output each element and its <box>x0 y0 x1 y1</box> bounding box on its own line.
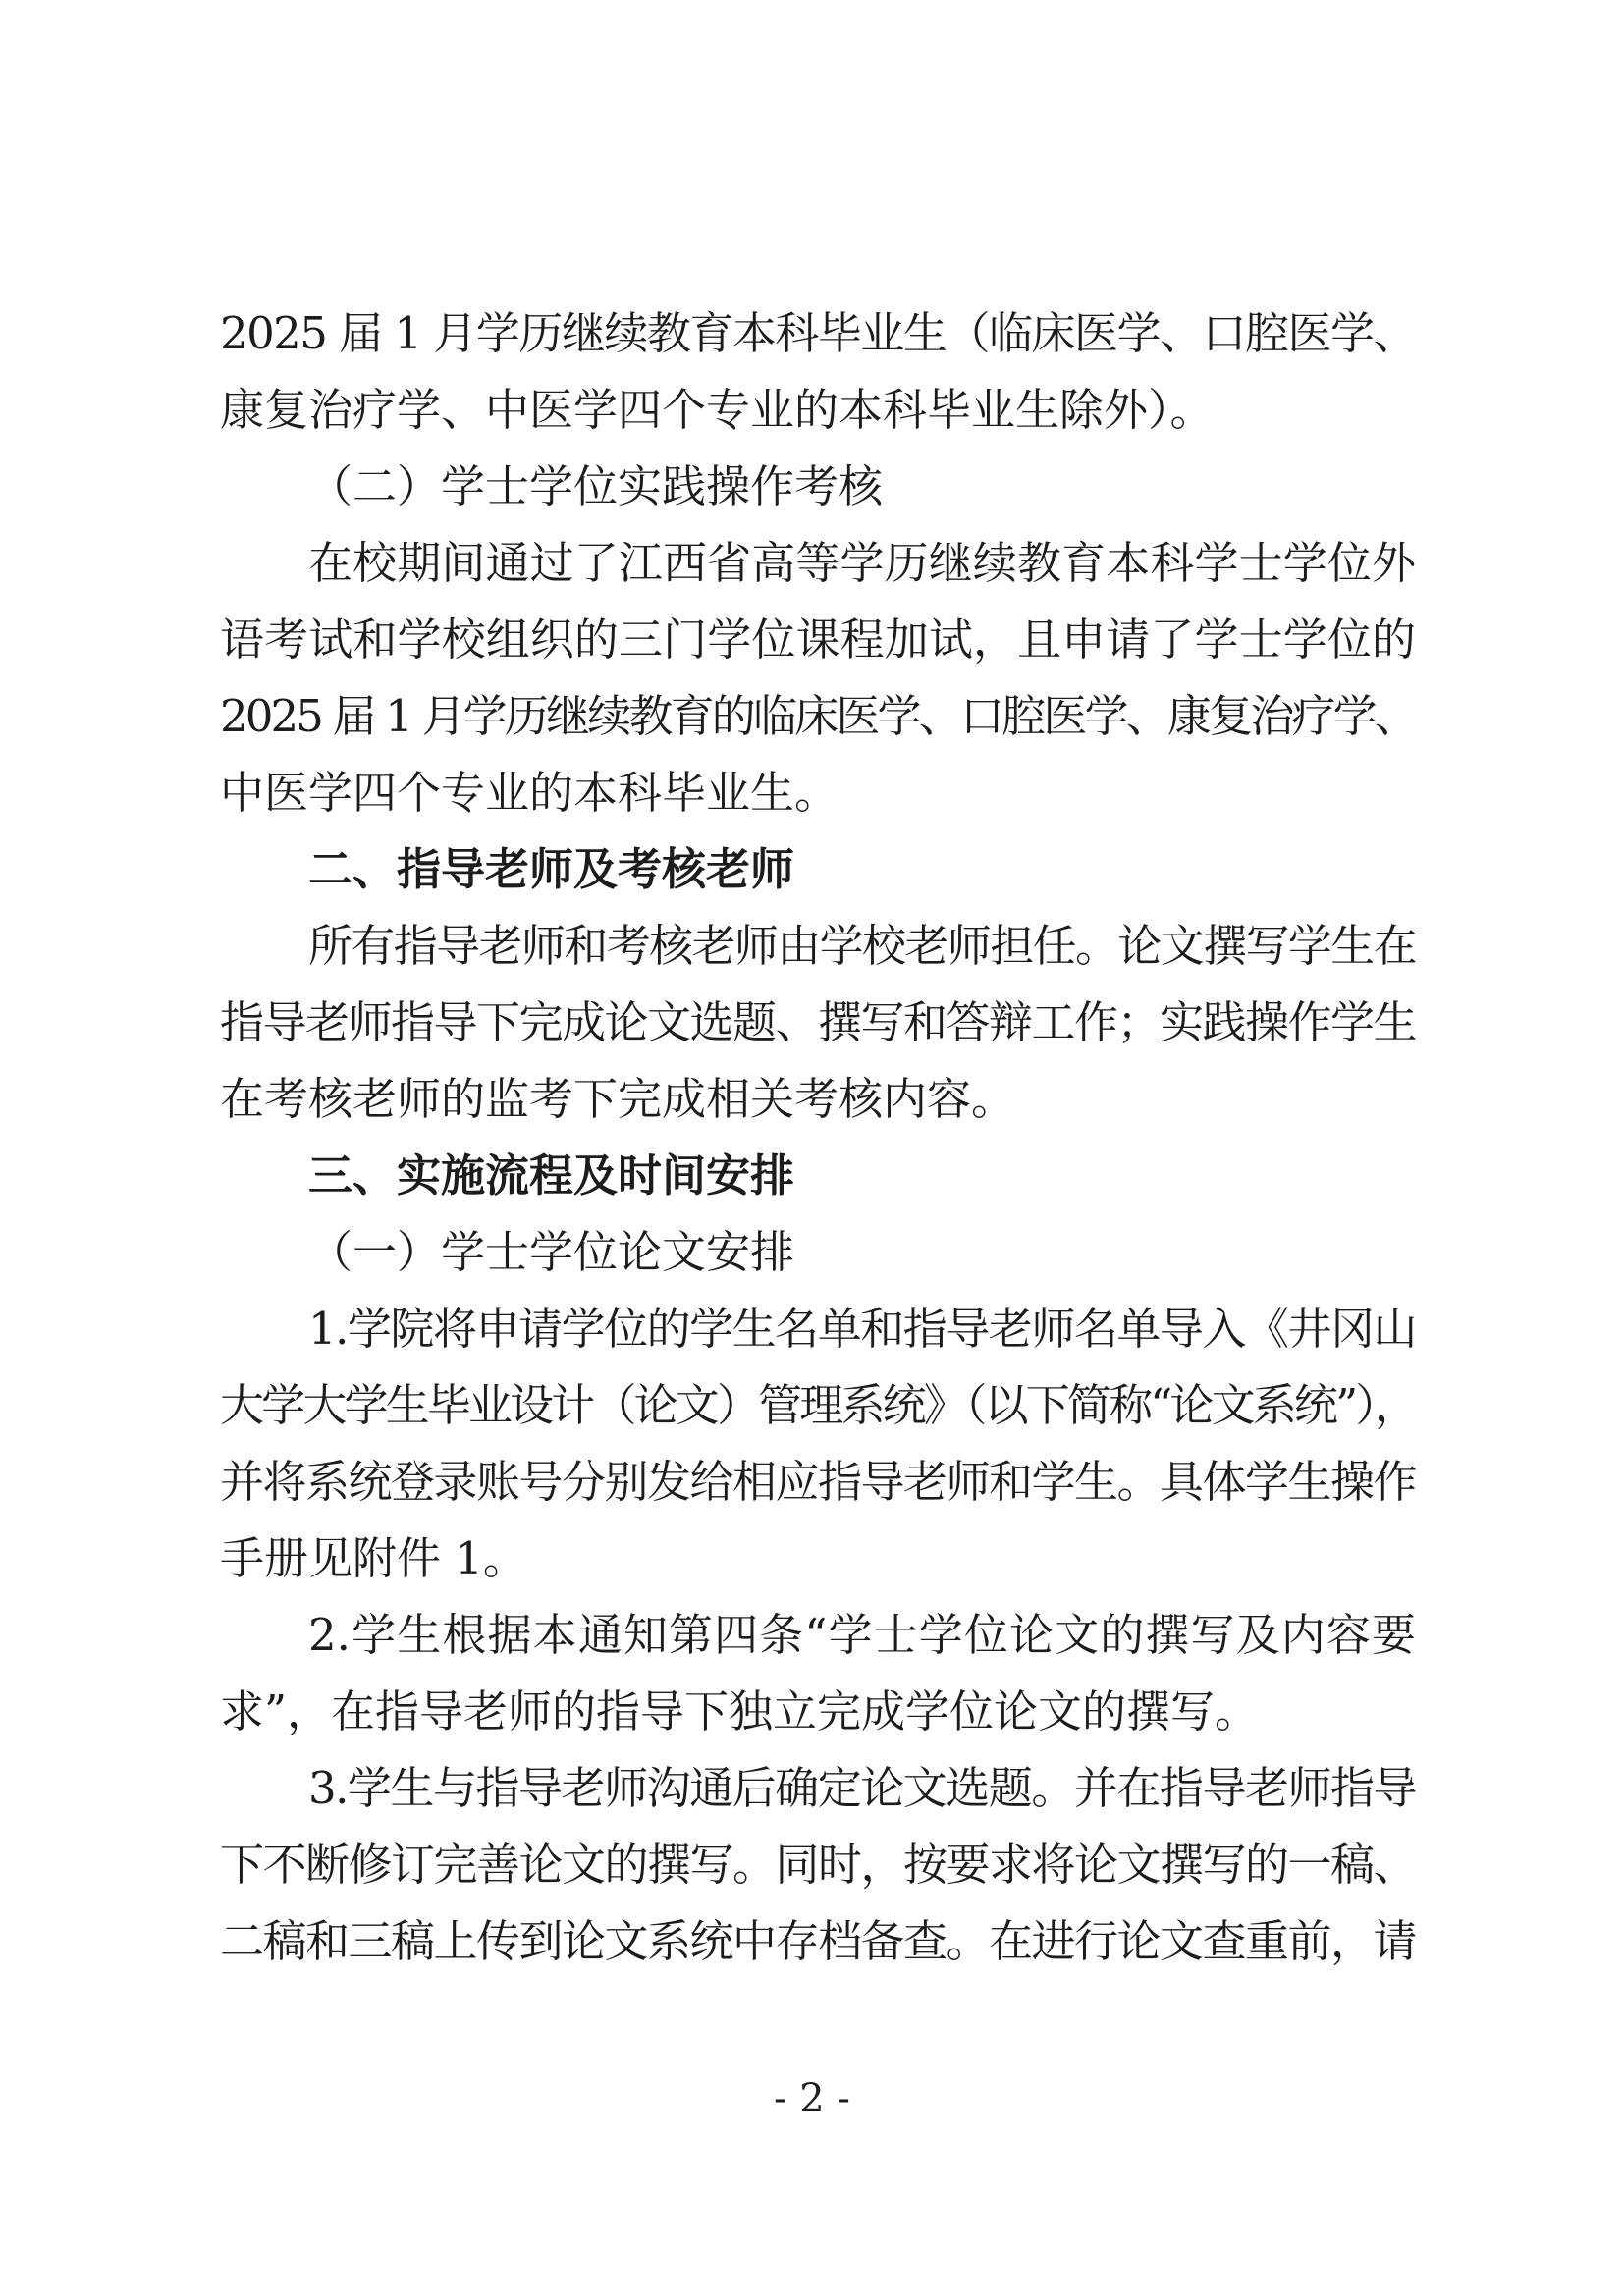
body-line: 大学大学生毕业设计（论文）管理系统》（以下简称“论文系统”）， <box>220 1379 1416 1431</box>
paragraph-eligibility-continued <box>220 295 1416 449</box>
body-line: 所有指导老师和考核老师由学校老师担任。论文撰写学生在 <box>308 920 1416 972</box>
subheading-thesis-arrangement: （一）学士学位论文安排 <box>308 1226 795 1278</box>
body-line: 在校期间通过了江西省高等学历继续教育本科学士学位外 <box>308 537 1416 589</box>
body-line: 在考核老师的监考下完成相关考核内容。 <box>220 1073 1016 1125</box>
body-line: 下不断修订完善论文的撰写。同时，按要求将论文撰写的一稿、 <box>220 1839 1416 1891</box>
list-item-2 <box>220 1597 1416 1750</box>
document-body <box>220 295 1416 1980</box>
body-line: 并将系统登录账号分别发给相应指导老师和学生。具体学生操作 <box>220 1456 1416 1508</box>
page-number: - 2 - <box>774 2076 850 2121</box>
body-line: 二稿和三稿上传到论文系统中存档备查。在进行论文查重前，请 <box>220 1915 1416 1967</box>
body-line: 中医学四个专业的本科毕业生。 <box>220 767 839 819</box>
heading-process-schedule: 三、实施流程及时间安排 <box>308 1149 795 1201</box>
body-line: 康复治疗学、中医学四个专业的本科毕业生除外）。 <box>220 384 1215 436</box>
body-line: 2025 届 1 月学历继续教育的临床医学、口腔医学、康复治疗学、 <box>220 690 1416 742</box>
body-line: 3.学生与指导老师沟通后确定论文选题。并在指导老师指导 <box>308 1762 1416 1814</box>
body-line: 语考试和学校组织的三门学位课程加试，且申请了学士学位的 <box>220 614 1416 666</box>
body-line: 2025 届 1 月学历继续教育本科毕业生（临床医学、口腔医学、 <box>220 307 1416 359</box>
subheading-practical-assessment: （二）学士学位实践操作考核 <box>308 460 884 512</box>
paragraph-practical-assessment <box>220 525 1416 831</box>
body-line: 求”，在指导老师的指导下独立完成学位论文的撰写。 <box>220 1685 1260 1737</box>
body-line: 指导老师指导下完成论文选题、撰写和答辩工作；实践操作学生 <box>220 996 1416 1048</box>
body-line: 1.学院将申请学位的学生名单和指导老师名单导入《井冈山 <box>308 1303 1416 1355</box>
list-item-1 <box>220 1291 1416 1597</box>
list-item-3 <box>220 1750 1416 1980</box>
body-line: 2.学生根据本通知第四条“学士学位论文的撰写及内容要 <box>308 1609 1416 1661</box>
body-line: 手册见附件 1。 <box>220 1532 527 1584</box>
heading-advisors: 二、指导老师及考核老师 <box>308 843 795 895</box>
paragraph-advisors <box>220 908 1416 1138</box>
